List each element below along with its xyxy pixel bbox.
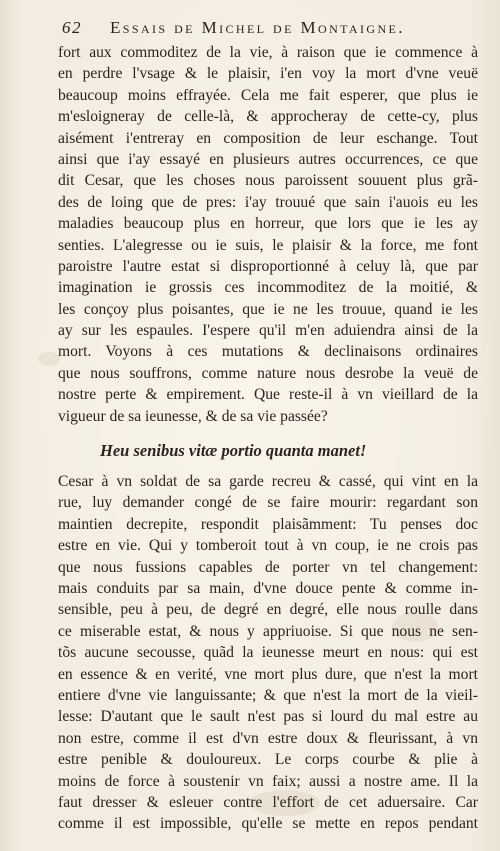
text-line: sensible, peu à peu, de degré en degré, elle nous roulle dans bbox=[58, 601, 478, 619]
text-line: senties. L'alegresse ou ie suis, le plaisir & la force, me font bbox=[58, 236, 478, 254]
text-line: non estre, comme il est d'vn estre doux & fleurissant, à vn bbox=[58, 729, 478, 747]
text-line: les conçoy plus poisantes, que ie ne les trouue, quand ie les bbox=[58, 300, 478, 318]
page-header bbox=[46, 18, 474, 40]
text-line: m'esloigneray de celle-là, & approcheray de cette-cy, plus bbox=[58, 108, 478, 126]
page-number: 62 bbox=[62, 18, 82, 37]
text-line: comme il est impossible, qu'elle se mette en repos pendant bbox=[58, 815, 478, 833]
text-line: que nous souffrons, comme nature nous desrobe la veuë de bbox=[58, 364, 478, 382]
text-line: vigueur de sa ieunesse, & de sa vie passée? bbox=[58, 407, 328, 425]
text-line: ay sur les espaules. I'espere qu'il m'en aduiendra ainsi de la bbox=[58, 322, 478, 340]
text-line: des de loing que de pres: i'ay trouué que sain i'auois eu les bbox=[58, 193, 478, 211]
running-head: Essais de Michel de Montaigne. bbox=[110, 18, 405, 37]
text-line: estre penible & douloureux. Le corps courbe & plie à bbox=[58, 751, 478, 769]
body-text bbox=[58, 42, 478, 835]
text-line: maladies beaucoup plus en horreur, que lors que ie les ay bbox=[58, 215, 478, 233]
text-line: dit Cesar, que les choses nous paroissent souuent plus grã- bbox=[58, 172, 478, 190]
text-line: imagination ie grossis ces incommoditez de la moitié, & bbox=[58, 279, 478, 297]
text-line: mais conduits par sa main, d'vne douce pente & comme in- bbox=[58, 579, 478, 597]
text-line: paroistre l'autre estat si disproportionné à celuy là, que par bbox=[58, 257, 478, 275]
text-line: moins de force à soustenir vn faix; aussi a nostre ame. Il la bbox=[58, 772, 478, 790]
text-line: estre en vie. Qui y tomberoit tout à vn coup, ie ne crois pas bbox=[58, 537, 478, 555]
text-line: tõs aucune secousse, quãd la ieunesse meurt en nous: qui est bbox=[58, 644, 478, 662]
paper-stain bbox=[38, 352, 60, 366]
text-line: aisément i'entreray en composition de leur eschange. Tout bbox=[58, 129, 478, 147]
text-line: en essence & en verité, vne mort plus dure, que n'est la mort bbox=[58, 665, 478, 683]
paragraph-2 bbox=[58, 471, 478, 835]
paragraph-1 bbox=[58, 42, 478, 427]
text-line: nostre perte & empirement. Que reste-il à vn vieillard de la bbox=[58, 386, 478, 404]
text-line: ce miserable estat, & nous y appriuoise. Si que nous ne sen- bbox=[58, 622, 478, 640]
text-line: fort aux commoditez de la vie, à raison que ie commence à bbox=[58, 44, 478, 61]
text-line: beaucoup moins effrayée. Cela me fait esperer, que plus ie bbox=[58, 86, 478, 104]
latin-quotation: Heu senibus vitæ portio quanta manet! bbox=[100, 441, 367, 461]
text-line: entiere d'vne vie languissante; & que n'est la mort de la vieil- bbox=[58, 686, 478, 704]
text-line: lesse: D'autant que le sault n'est pas si lourd du mal estre au bbox=[58, 708, 478, 726]
text-line: mort. Voyons à ces mutations & declinaisons ordinaires bbox=[58, 343, 478, 361]
text-line: rue, luy demander congé de se faire mourir: regardant son bbox=[58, 494, 478, 512]
text-line: ainsi que i'ay essayé en plusieurs autres occurrences, ce que bbox=[58, 150, 478, 168]
text-line: en perdre l'vsage & le plaisir, i'en voy la mort d'vne veuë bbox=[58, 65, 478, 83]
text-line: maintien decrepite, respondit plaisãmment: Tu penses doc bbox=[58, 515, 478, 533]
text-line: que nous fussions capables de porter vn tel changement: bbox=[58, 558, 478, 576]
text-line: faut dresser & esleuer contre l'effort de cet aduersaire. Car bbox=[58, 793, 478, 811]
text-line: Cesar à vn soldat de sa garde recreu & cassé, qui vint en la bbox=[58, 473, 478, 491]
